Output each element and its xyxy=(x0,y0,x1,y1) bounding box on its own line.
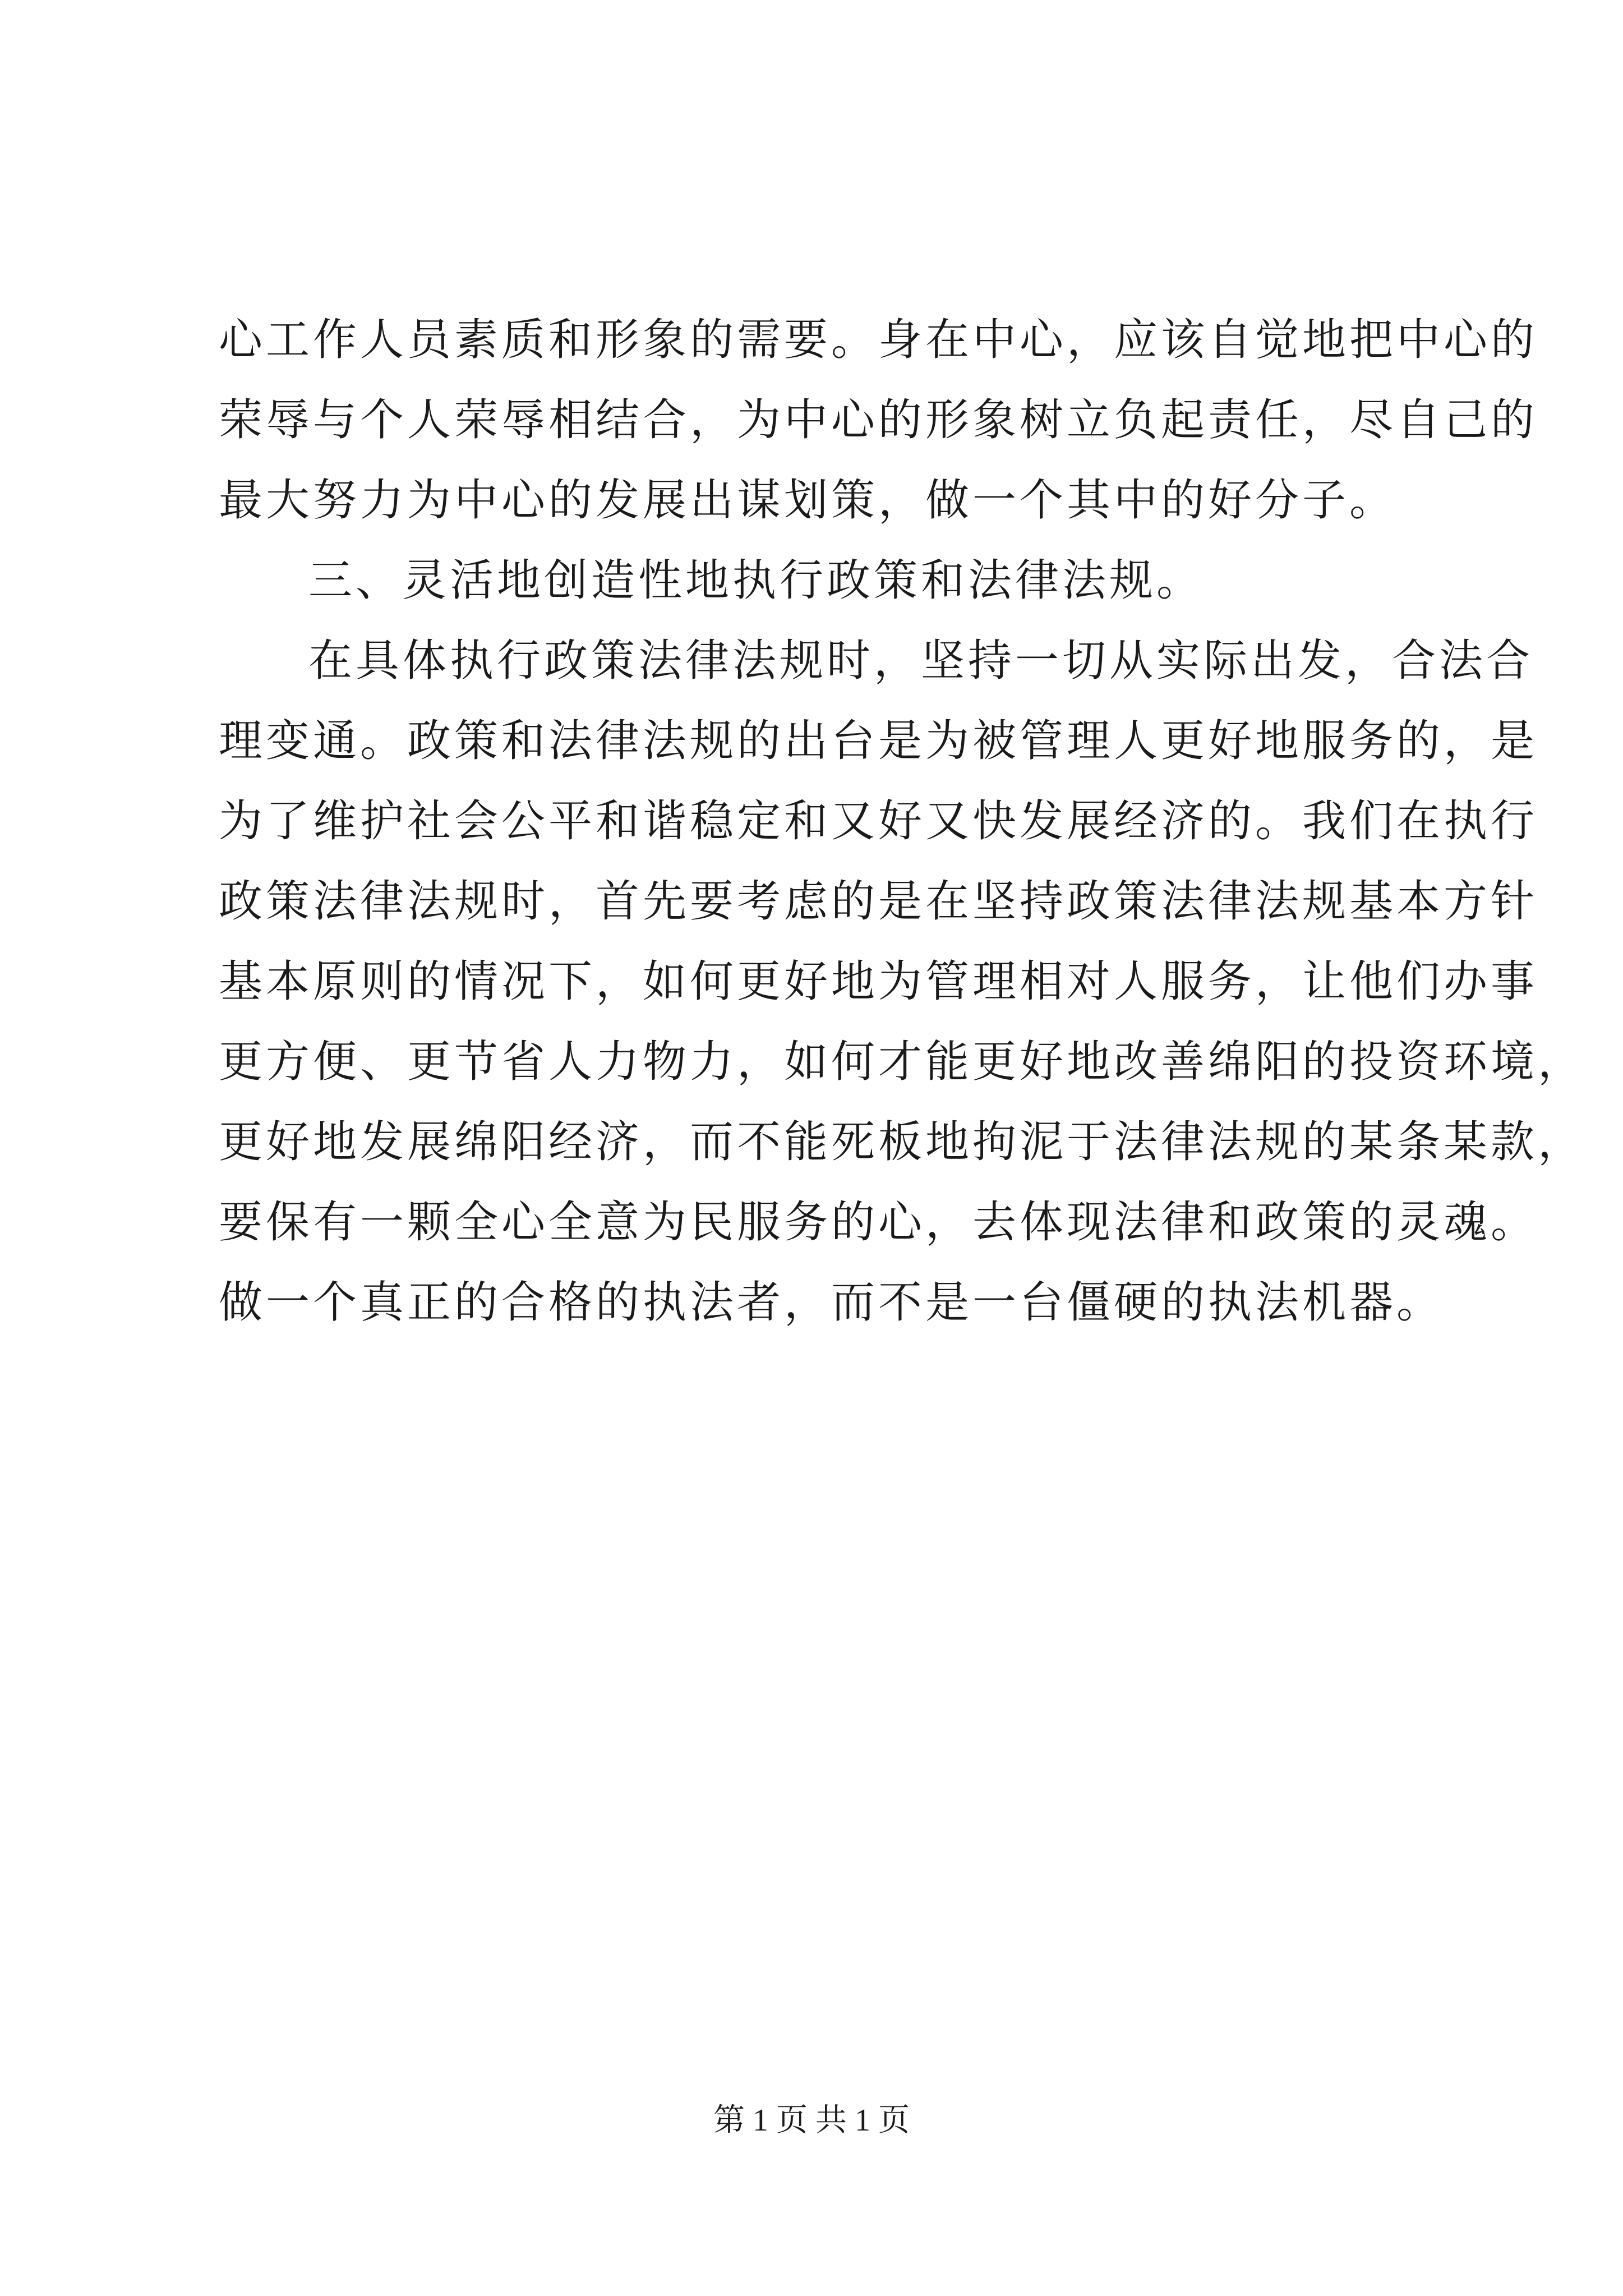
document-body xyxy=(219,300,1585,1343)
body-line: 基本原则的情况下，如何更好地为管理相对人服务，让他们办事 xyxy=(219,956,1538,1007)
body-line: 心工作人员素质和形象的需要。身在中心，应该自觉地把中心的 xyxy=(219,315,1538,365)
section-heading: 三、灵活地创造性地执行政策和法律法规。 xyxy=(308,555,1204,606)
body-line: 更方便、更节省人力物力，如何才能更好地改善绵阳的投资环境， xyxy=(219,1037,1585,1087)
body-line: 最大努力为中心的发展出谋划策，做一个其中的好分子。 xyxy=(219,475,1397,526)
body-line: 要保有一颗全心全意为民服务的心，去体现法律和政策的灵魂。 xyxy=(219,1197,1538,1248)
body-line: 政策法律法规时，首先要考虑的是在坚持政策法律法规基本方针 xyxy=(219,876,1538,927)
body-line: 做一个真正的合格的执法者，而不是一台僵硬的执法机器。 xyxy=(219,1277,1444,1328)
page-number-footer: 第 1 页 共 1 页 xyxy=(713,2103,910,2138)
body-line: 为了维护社会公平和谐稳定和又好又快发展经济的。我们在执行 xyxy=(219,796,1538,846)
body-line: 理变通。政策和法律法规的出台是为被管理人更好地服务的，是 xyxy=(219,716,1538,766)
body-line: 更好地发展绵阳经济，而不能死板地拘泥于法律法规的某条某款， xyxy=(219,1117,1585,1167)
body-line: 在具体执行政策法律法规时，坚持一切从实际出发，合法合 xyxy=(308,636,1534,686)
body-line: 荣辱与个人荣辱相结合，为中心的形象树立负起责任，尽自己的 xyxy=(219,395,1538,445)
